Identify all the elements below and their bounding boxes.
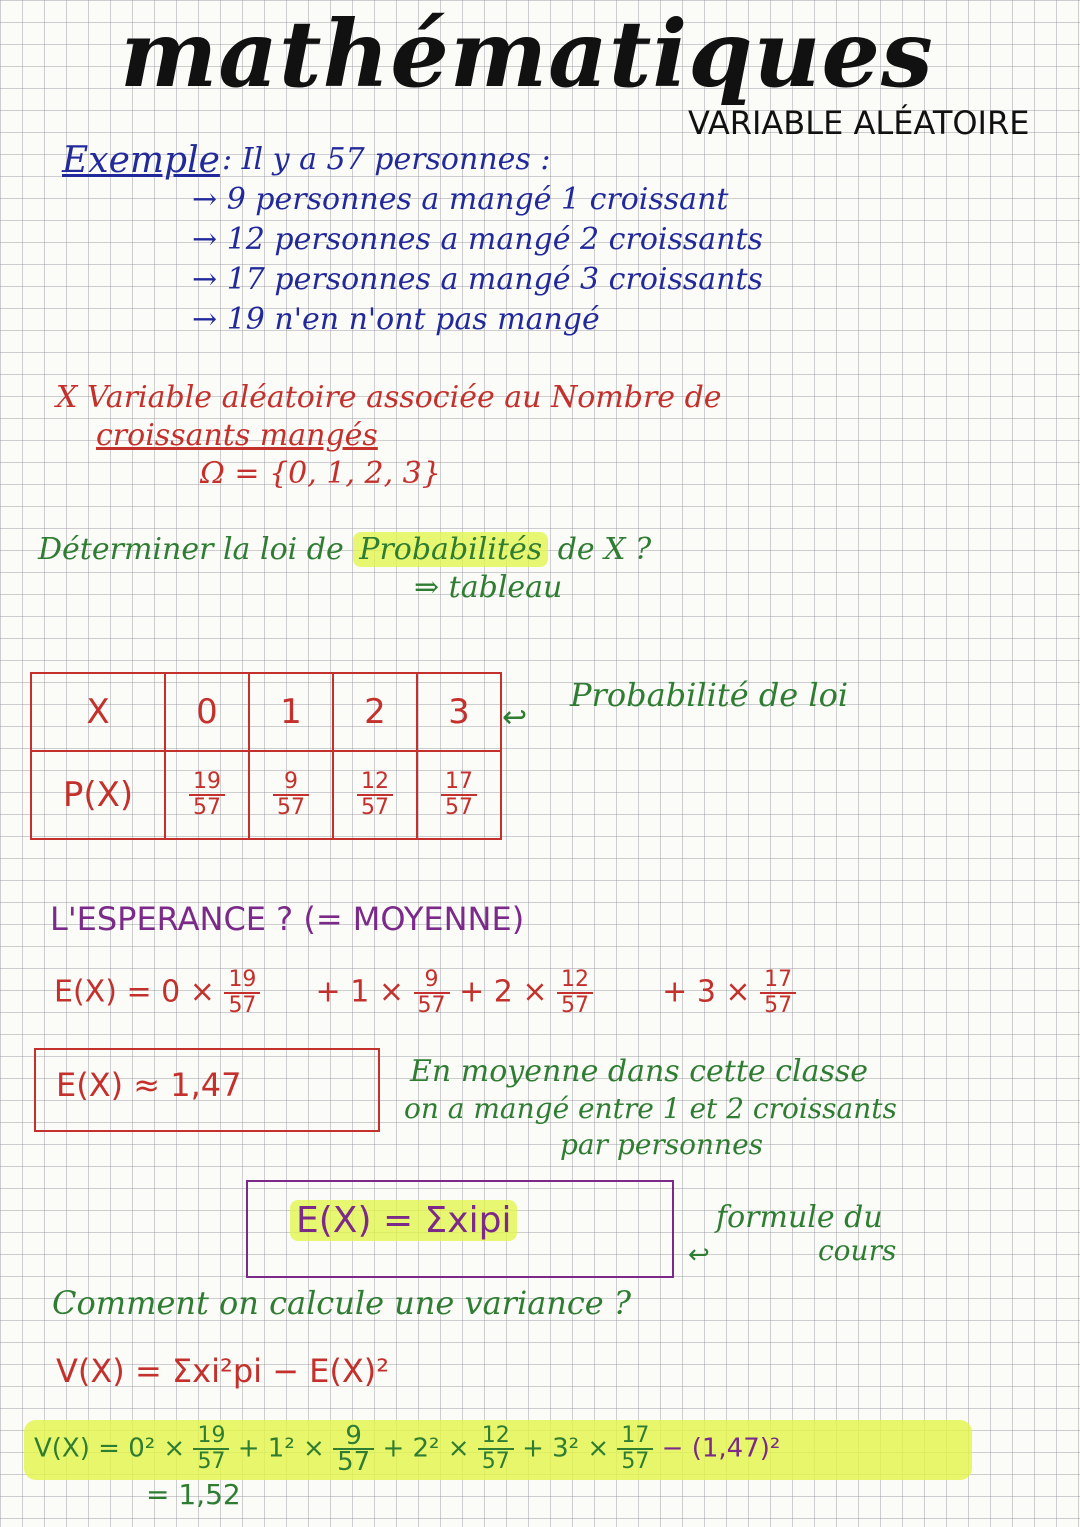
arrow-right-icon: → [192, 222, 218, 257]
arrow-right-icon: → [192, 262, 218, 297]
example-intro: : Il y a 57 personnes : [222, 142, 551, 177]
esperance-term-prefix: + 2 × [459, 974, 548, 1010]
course-formula: E(X) = Σxipi [290, 1200, 517, 1241]
curved-arrow-icon: ↩ [688, 1240, 710, 1270]
esperance-comment-line-1: En moyenne dans cette classe [410, 1054, 869, 1089]
variable-definition-line-1: X Variable aléatoire associée au Nombre de [56, 380, 722, 415]
fraction-numerator: 12 [357, 770, 393, 796]
tableau-arrow-text: ⇒ tableau [414, 570, 563, 605]
esperance-term-prefix: + 1 × [315, 974, 404, 1010]
table-cell-p [249, 751, 333, 839]
esperance-heading: L'ESPERANCE ? (= MOYENNE) [50, 900, 525, 938]
fraction-denominator: 57 [445, 795, 473, 820]
fraction-denominator: 57 [481, 1449, 510, 1474]
esperance-term-prefix: + 3 × [662, 974, 751, 1010]
omega-set: Ω = {0, 1, 2, 3} [200, 456, 441, 491]
fraction-numerator: 17 [617, 1424, 653, 1450]
question-text-before: Déterminer la loi de [38, 532, 344, 567]
table-cell-x: 0 [165, 673, 249, 751]
fraction-numerator: 9 [414, 968, 450, 994]
table-cell-x: 1 [249, 673, 333, 751]
table-row-x [31, 673, 501, 751]
example-line-1 [192, 182, 728, 217]
page-subtitle: VARIABLE ALÉATOIRE [688, 104, 1030, 142]
example-line-text: 12 personnes a mangé 2 croissants [226, 222, 763, 257]
fraction-numerator: 12 [557, 968, 593, 994]
probability-table [30, 672, 502, 840]
table-header-p: P(X) [31, 751, 165, 839]
fraction-numerator: 19 [189, 770, 225, 796]
fraction-denominator: 57 [228, 993, 257, 1018]
variance-question: Comment on calcule une variance ? [52, 1284, 632, 1322]
example-line-text: 19 n'en n'ont pas mangé [226, 302, 600, 337]
example-line-text: 17 personnes a mangé 3 croissants [226, 262, 763, 297]
curved-arrow-icon: ↩ [502, 700, 528, 735]
esperance-formula [54, 968, 796, 1018]
table-header-x: X [31, 673, 165, 751]
fraction-denominator: 57 [417, 993, 446, 1018]
arrow-right-icon: → [192, 302, 218, 337]
table-cell-x: 2 [333, 673, 417, 751]
variance-calculation [34, 1421, 781, 1477]
fraction-denominator: 57 [277, 795, 305, 820]
table-row-p [31, 751, 501, 839]
table-cell-x: 3 [417, 673, 501, 751]
variable-definition-line-2: croissants mangés [96, 418, 378, 453]
question-text-after: de X ? [557, 532, 652, 567]
table-side-note: Probabilité de loi [570, 676, 849, 714]
fraction-denominator: 57 [561, 993, 590, 1018]
fraction-numerator: 9 [333, 1424, 374, 1450]
table-cell-p [165, 751, 249, 839]
fraction-denominator: 57 [337, 1447, 371, 1477]
example-label: Exemple [62, 140, 220, 181]
fraction-numerator: 19 [224, 968, 260, 994]
variance-term-prefix: + 2² × [382, 1433, 470, 1464]
esperance-result: E(X) ≈ 1,47 [56, 1066, 242, 1104]
table-cell-p [333, 751, 417, 839]
variance-term-prefix: + 1² × [237, 1433, 325, 1464]
question-highlight: Probabilités [353, 532, 548, 567]
fraction-numerator: 17 [760, 968, 796, 994]
fraction-numerator: 17 [441, 770, 477, 796]
arrow-right-icon: → [192, 182, 218, 217]
example-line-2 [192, 222, 763, 257]
question-line [38, 532, 651, 567]
example-line-3 [192, 262, 763, 297]
course-note-line-2: cours [818, 1234, 897, 1267]
fraction-numerator: 9 [273, 770, 309, 796]
esperance-comment-line-2: on a mangé entre 1 et 2 croissants [404, 1092, 897, 1125]
fraction-denominator: 57 [193, 795, 221, 820]
fraction-denominator: 57 [764, 993, 793, 1018]
fraction-numerator: 19 [193, 1424, 229, 1450]
fraction-denominator: 57 [621, 1449, 650, 1474]
esperance-comment-line-3: par personnes [560, 1128, 764, 1161]
fraction-denominator: 57 [197, 1449, 226, 1474]
variance-formula: V(X) = Σxi²pi − E(X)² [56, 1352, 390, 1390]
esperance-prefix: E(X) = 0 × [54, 974, 215, 1010]
fraction-numerator: 12 [478, 1424, 514, 1450]
course-note-line-1: formule du [716, 1200, 883, 1235]
example-line-text: 9 personnes a mangé 1 croissant [226, 182, 729, 217]
variance-term-prefix: + 3² × [522, 1433, 610, 1464]
variance-calc-prefix: V(X) = 0² × [34, 1433, 186, 1464]
variance-result: = 1,52 [146, 1478, 241, 1511]
fraction-denominator: 57 [361, 795, 389, 820]
example-line-4 [192, 302, 600, 337]
variance-tail: − (1,47)² [661, 1433, 781, 1464]
table-cell-p [417, 751, 501, 839]
page-title: mathématiques [120, 0, 934, 108]
